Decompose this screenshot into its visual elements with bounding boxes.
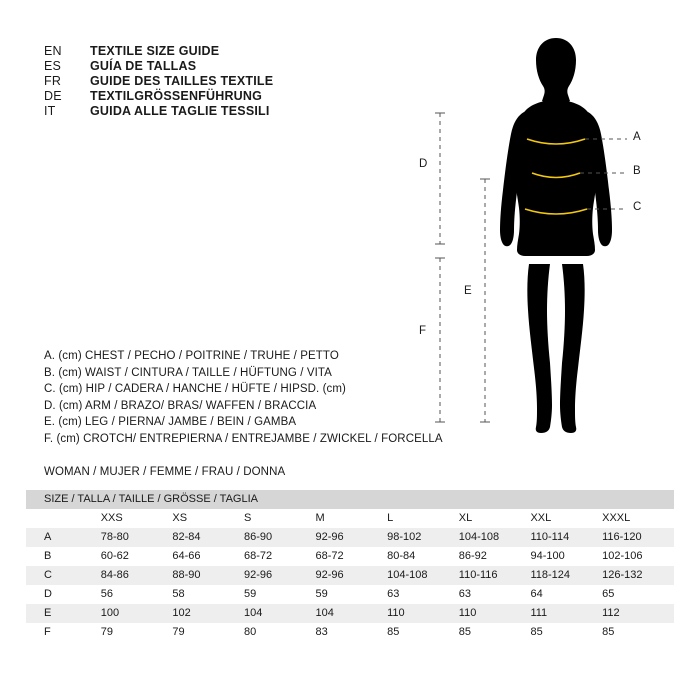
cell-f-xxl: 85: [530, 623, 602, 642]
table-row: [26, 604, 674, 623]
title-lang-it: IT: [44, 104, 56, 118]
measure-letter-a: A: [633, 131, 641, 143]
cell-e-xxl: 111: [530, 604, 602, 623]
cell-b-s: 68-72: [244, 547, 316, 566]
column-header-s: S: [244, 509, 316, 528]
legend-item-b: B. (cm) WAIST / CINTURA / TAILLE / HÜFTUNG / VITA: [44, 366, 332, 379]
title-lang-de: DE: [44, 89, 62, 103]
column-header-xs: XS: [172, 509, 244, 528]
table-row: [26, 623, 674, 642]
row-label-c: C: [26, 566, 101, 585]
cell-f-l: 85: [387, 623, 459, 642]
column-header-m: M: [316, 509, 388, 528]
cell-b-xxs: 60-62: [101, 547, 173, 566]
cell-d-xl: 63: [459, 585, 531, 604]
table-row: [26, 566, 674, 585]
legend-item-d: D. (cm) ARM / BRAZO/ BRAS/ WAFFEN / BRACCIA: [44, 399, 317, 412]
title-row: [44, 74, 344, 88]
cell-e-m: 104: [316, 604, 388, 623]
table-header-row: [26, 490, 674, 509]
cell-b-xl: 86-92: [459, 547, 531, 566]
measurement-legend: [44, 348, 464, 448]
cell-f-m: 83: [316, 623, 388, 642]
title-text-it: GUIDA ALLE TAGLIE TESSILI: [90, 104, 270, 118]
cell-d-m: 59: [316, 585, 388, 604]
title-text-de: TEXTILGRÖSSENFÜHRUNG: [90, 89, 263, 103]
size-table: [26, 490, 674, 642]
gender-label: WOMAN / MUJER / FEMME / FRAU / DONNA: [44, 466, 286, 478]
table-header-label: SIZE / TALLA / TAILLE / GRÖSSE / TAGLIA: [26, 490, 674, 509]
cell-c-xxs: 84-86: [101, 566, 173, 585]
cell-f-xl: 85: [459, 623, 531, 642]
cell-e-xxxl: 112: [602, 604, 674, 623]
legend-item-e: E. (cm) LEG / PIERNA/ JAMBE / BEIN / GAMBA: [44, 416, 297, 429]
cell-b-m: 68-72: [316, 547, 388, 566]
cell-f-s: 80: [244, 623, 316, 642]
table-row: [26, 528, 674, 547]
title-row: [44, 44, 344, 58]
cell-d-xs: 58: [172, 585, 244, 604]
cell-d-s: 59: [244, 585, 316, 604]
cell-e-xxs: 100: [101, 604, 173, 623]
table-row: [26, 585, 674, 604]
cell-d-xxs: 56: [101, 585, 173, 604]
column-header-xl: XL: [459, 509, 531, 528]
cell-b-xxl: 94-100: [530, 547, 602, 566]
title-lang-es: ES: [44, 59, 62, 73]
cell-c-xs: 88-90: [172, 566, 244, 585]
cell-f-xxs: 79: [101, 623, 173, 642]
column-header-xxs: XXS: [101, 509, 173, 528]
table-row: [26, 547, 674, 566]
cell-c-l: 104-108: [387, 566, 459, 585]
cell-a-xxs: 78-80: [101, 528, 173, 547]
measure-letter-b: B: [633, 165, 641, 177]
column-header-l: L: [387, 509, 459, 528]
cell-a-s: 86-90: [244, 528, 316, 547]
cell-a-m: 92-96: [316, 528, 388, 547]
title-block: [44, 44, 344, 119]
cell-b-xs: 64-66: [172, 547, 244, 566]
column-header-xxl: XXL: [530, 509, 602, 528]
row-label-d: D: [26, 585, 101, 604]
legend-item-a: A. (cm) CHEST / PECHO / POITRINE / TRUHE / PETTO: [44, 350, 339, 362]
title-text-es: GUÍA DE TALLAS: [90, 59, 197, 73]
cell-b-l: 80-84: [387, 547, 459, 566]
cell-a-xs: 82-84: [172, 528, 244, 547]
title-text-en: TEXTILE SIZE GUIDE: [90, 44, 220, 58]
cell-f-xs: 79: [172, 623, 244, 642]
row-label-b: B: [26, 547, 101, 566]
title-lang-fr: FR: [44, 74, 62, 88]
title-row: [44, 59, 344, 73]
legend-item-c: C. (cm) HIP / CADERA / HANCHE / HÜFTE / HIPSD. (cm): [44, 383, 346, 396]
cell-c-xxxl: 126-132: [602, 566, 674, 585]
woman-silhouette-icon: [500, 38, 612, 433]
cell-b-xxxl: 102-106: [602, 547, 674, 566]
table-column-row: [26, 509, 674, 528]
cell-e-l: 110: [387, 604, 459, 623]
cell-c-m: 92-96: [316, 566, 388, 585]
cell-e-xs: 102: [172, 604, 244, 623]
cell-c-s: 92-96: [244, 566, 316, 585]
cell-c-xl: 110-116: [459, 566, 531, 585]
title-text-fr: GUIDE DES TAILLES TEXTILE: [90, 74, 274, 88]
cell-e-xl: 110: [459, 604, 531, 623]
measure-letter-d: D: [419, 158, 428, 170]
title-row: [44, 104, 344, 118]
cell-e-s: 104: [244, 604, 316, 623]
row-label-f: F: [26, 623, 101, 642]
cell-c-xxl: 118-124: [530, 566, 602, 585]
cell-a-l: 98-102: [387, 528, 459, 547]
measure-letter-f: F: [419, 325, 427, 337]
cell-a-xl: 104-108: [459, 528, 531, 547]
measure-letter-c: C: [633, 201, 642, 213]
column-header-xxxl: XXXL: [602, 509, 674, 528]
cell-d-xxxl: 65: [602, 585, 674, 604]
cell-a-xxxl: 116-120: [602, 528, 674, 547]
cell-d-l: 63: [387, 585, 459, 604]
cell-f-xxxl: 85: [602, 623, 674, 642]
row-label-e: E: [26, 604, 101, 623]
row-label-a: A: [26, 528, 101, 547]
cell-d-xxl: 64: [530, 585, 602, 604]
title-row: [44, 89, 344, 103]
cell-a-xxl: 110-114: [530, 528, 602, 547]
measure-letter-e: E: [464, 285, 472, 297]
column-corner-cell: [26, 509, 101, 528]
legend-item-f: F. (cm) CROTCH/ ENTREPIERNA / ENTREJAMBE / ZWICKEL / FORCELLA: [44, 432, 443, 445]
title-lang-en: EN: [44, 44, 62, 58]
